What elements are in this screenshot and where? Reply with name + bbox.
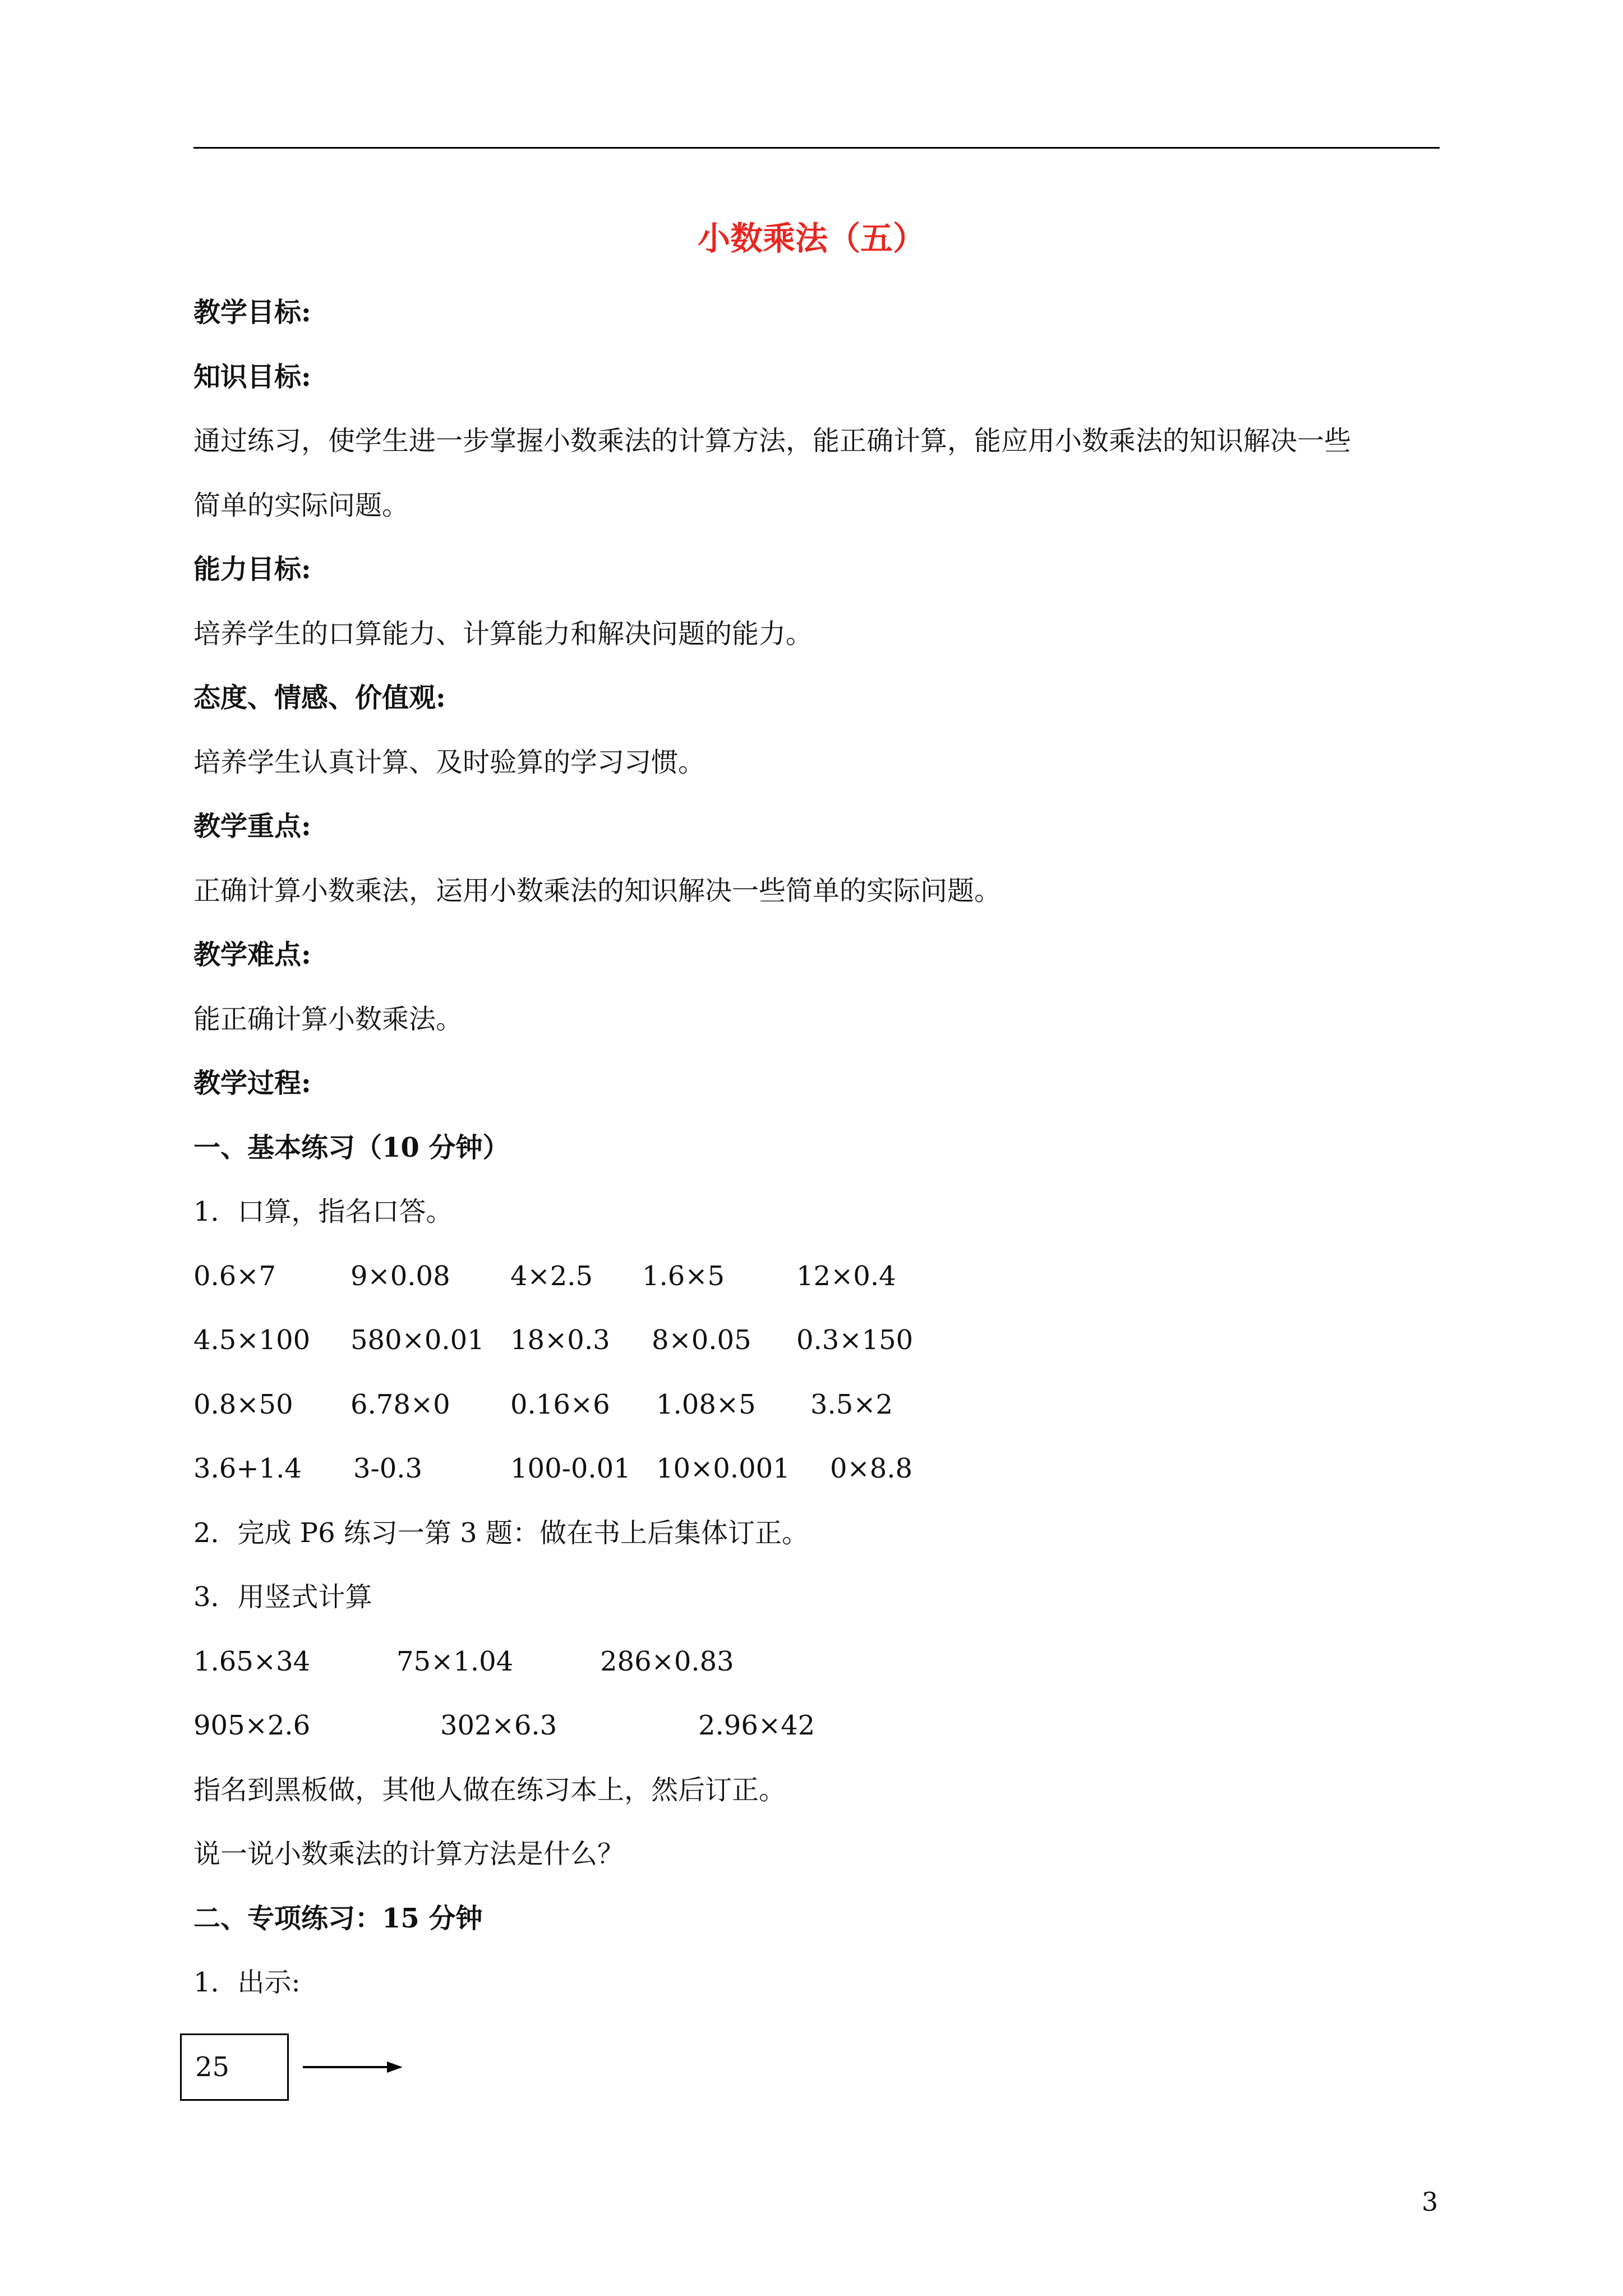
part1-heading: 一、基本练习（10 分钟）	[193, 1132, 510, 1163]
ability-heading: 能力目标:	[193, 554, 311, 585]
oral-calc-expr: 0.6×7	[193, 1260, 276, 1292]
oral-calc-expr: 0.16×6	[510, 1389, 610, 1420]
oral-calc-expr: 3.6+1.4	[193, 1453, 302, 1484]
vertical-calc-expr: 1.65×34	[193, 1646, 311, 1677]
key-point-text: 正确计算小数乘法，运用小数乘法的知识解决一些简单的实际问题。	[193, 875, 1002, 907]
oral-calc-expr: 0×8.8	[830, 1453, 913, 1484]
oral-calc-expr: 12×0.4	[796, 1260, 896, 1292]
number-box	[180, 2033, 289, 2101]
attitude-text: 培养学生认真计算、及时验算的学习习惯。	[193, 747, 706, 778]
knowledge-text-2: 简单的实际问题。	[193, 490, 409, 521]
oral-calc-expr: 8×0.05	[652, 1324, 751, 1356]
oral-calc-expr: 4×2.5	[510, 1260, 593, 1292]
ability-text: 培养学生的口算能力、计算能力和解决问题的能力。	[193, 618, 813, 650]
attitude-heading: 态度、情感、价值观:	[193, 682, 446, 714]
header-rule	[193, 147, 1440, 149]
oral-calc-expr: 6.78×0	[351, 1389, 450, 1420]
part2-heading: 二、专项练习：15 分钟	[193, 1903, 483, 1934]
vertical-calc-expr: 302×6.3	[440, 1710, 557, 1741]
process-heading: 教学过程:	[193, 1068, 311, 1099]
oral-calc-expr: 10×0.001	[656, 1453, 790, 1484]
vertical-calc-expr: 286×0.83	[600, 1646, 734, 1677]
oral-calc-expr: 4.5×100	[193, 1324, 311, 1356]
oral-calc-expr: 3-0.3	[353, 1453, 423, 1484]
item-vertical-calc: 3．用竖式计算	[193, 1581, 372, 1613]
oral-calc-expr: 100-0.01	[510, 1453, 631, 1484]
item-show: 1．出示:	[193, 1967, 301, 1998]
oral-calc-expr: 1.08×5	[656, 1389, 756, 1420]
blackboard-instruction: 指名到黑板做，其他人做在练习本上，然后订正。	[193, 1774, 786, 1806]
oral-calc-expr: 18×0.3	[510, 1324, 610, 1356]
knowledge-heading: 知识目标:	[193, 361, 311, 393]
oral-calc-expr: 9×0.08	[351, 1260, 450, 1292]
arrow-right-icon	[303, 2059, 404, 2076]
method-question: 说一说小数乘法的计算方法是什么？	[193, 1838, 625, 1870]
difficulty-heading: 教学难点:	[193, 939, 311, 970]
key-point-heading: 教学重点:	[193, 811, 311, 842]
vertical-calc-expr: 75×1.04	[396, 1646, 514, 1677]
number-box-value: 25	[195, 2051, 230, 2083]
knowledge-text-1: 通过练习，使学生进一步掌握小数乘法的计算方法，能正确计算，能应用小数乘法的知识解决一些	[193, 425, 1352, 457]
objectives-heading: 教学目标:	[193, 297, 311, 328]
difficulty-text: 能正确计算小数乘法。	[193, 1004, 463, 1035]
oral-calc-expr: 0.8×50	[193, 1389, 293, 1420]
page-title: 小数乘法（五）	[697, 219, 925, 257]
vertical-calc-expr: 905×2.6	[193, 1710, 311, 1741]
oral-calc-expr: 580×0.01	[351, 1324, 485, 1356]
item-textbook-exercise: 2．完成 P6 练习一第 3 题：做在书上后集体订正。	[193, 1517, 809, 1549]
vertical-calc-expr: 2.96×42	[698, 1710, 815, 1741]
page-number: 3	[1422, 2187, 1438, 2217]
oral-calc-expr: 3.5×2	[810, 1389, 893, 1420]
item-oral-calc: 1．口算，指名口答。	[193, 1196, 453, 1227]
oral-calc-expr: 1.6×5	[642, 1260, 725, 1292]
oral-calc-expr: 0.3×150	[796, 1324, 914, 1356]
